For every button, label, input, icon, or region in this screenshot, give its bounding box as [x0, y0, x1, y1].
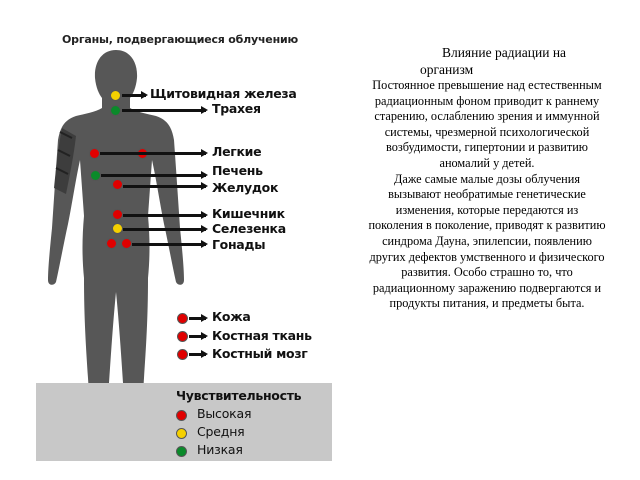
- legend-medium-label: Средня: [197, 424, 245, 439]
- panel-title: [368, 44, 606, 78]
- skin-marker: [177, 313, 188, 324]
- info-panel: [368, 44, 606, 312]
- panel-paragraph-1: Постоянное превышение над естественным радиационным фоном приводит к раннему старению, ослаблению зрения и иммунной системы, чрезмерной психологической возбудимости, гипертонии и развитию аномалий у детей.: [372, 78, 602, 170]
- organ-label-trachea: Трахея: [212, 101, 261, 116]
- diagram-title: Органы, подвергающиеся облучению: [62, 33, 298, 46]
- intestine-leader: [123, 214, 206, 217]
- legend-high-label: Высокая: [197, 406, 252, 421]
- panel-title-line2: организм: [420, 62, 474, 77]
- legend-medium-dot: [176, 428, 187, 439]
- intestine-marker: [112, 209, 123, 220]
- lung-left-marker: [89, 148, 100, 159]
- organ-label-bone-tissue: Костная ткань: [212, 328, 312, 343]
- organ-label-bone-marrow: Костный мозг: [212, 346, 308, 361]
- thyroid-marker: [110, 90, 121, 101]
- trachea-marker: [110, 105, 121, 116]
- gonads-right-marker: [121, 238, 132, 249]
- legend-low-dot: [176, 446, 187, 457]
- organ-label-lungs: Легкие: [212, 144, 262, 159]
- thyroid-leader: [122, 94, 146, 97]
- panel-paragraph-2: Даже самые малые дозы облучения вызывают необратимые генетические изменения, которые передаются из поколения в поколение, приводят к развитию синдрома Дауна, эпилепсии, появлению других дефектов умственного и физического развития. Особо страшно то, что радиационному заражению подвергаются и продукты питания, и предметы быта.: [368, 171, 606, 311]
- stomach-marker: [112, 179, 123, 190]
- gonads-leader: [132, 243, 206, 246]
- bone-tissue-marker: [177, 331, 188, 342]
- skin-leader: [189, 317, 206, 320]
- organ-label-intestine: Кишечник: [212, 206, 285, 221]
- organ-label-spleen: Селезенка: [212, 221, 286, 236]
- liver-leader: [101, 174, 206, 177]
- trachea-leader: [122, 109, 206, 112]
- liver-marker: [90, 170, 101, 181]
- organ-label-liver: Печень: [212, 163, 263, 178]
- stomach-leader: [123, 185, 206, 188]
- bone-marrow-leader: [189, 353, 206, 356]
- legend-low-label: Низкая: [197, 442, 243, 457]
- legend-high-dot: [176, 410, 187, 421]
- spleen-marker: [112, 223, 123, 234]
- organ-label-skin: Кожа: [212, 309, 251, 324]
- organ-label-gonads: Гонады: [212, 237, 266, 252]
- organ-label-stomach: Желудок: [212, 180, 279, 195]
- gonads-left-marker: [106, 238, 117, 249]
- bone-marrow-marker: [177, 349, 188, 360]
- spleen-leader: [123, 228, 206, 231]
- bone-tissue-leader: [189, 335, 206, 338]
- panel-title-line1: Влияние радиации на: [441, 45, 567, 60]
- lungs-leader: [100, 152, 206, 155]
- organ-label-thyroid: Щитовидная железа: [150, 86, 297, 101]
- sensitivity-title: Чувствительность: [176, 388, 302, 403]
